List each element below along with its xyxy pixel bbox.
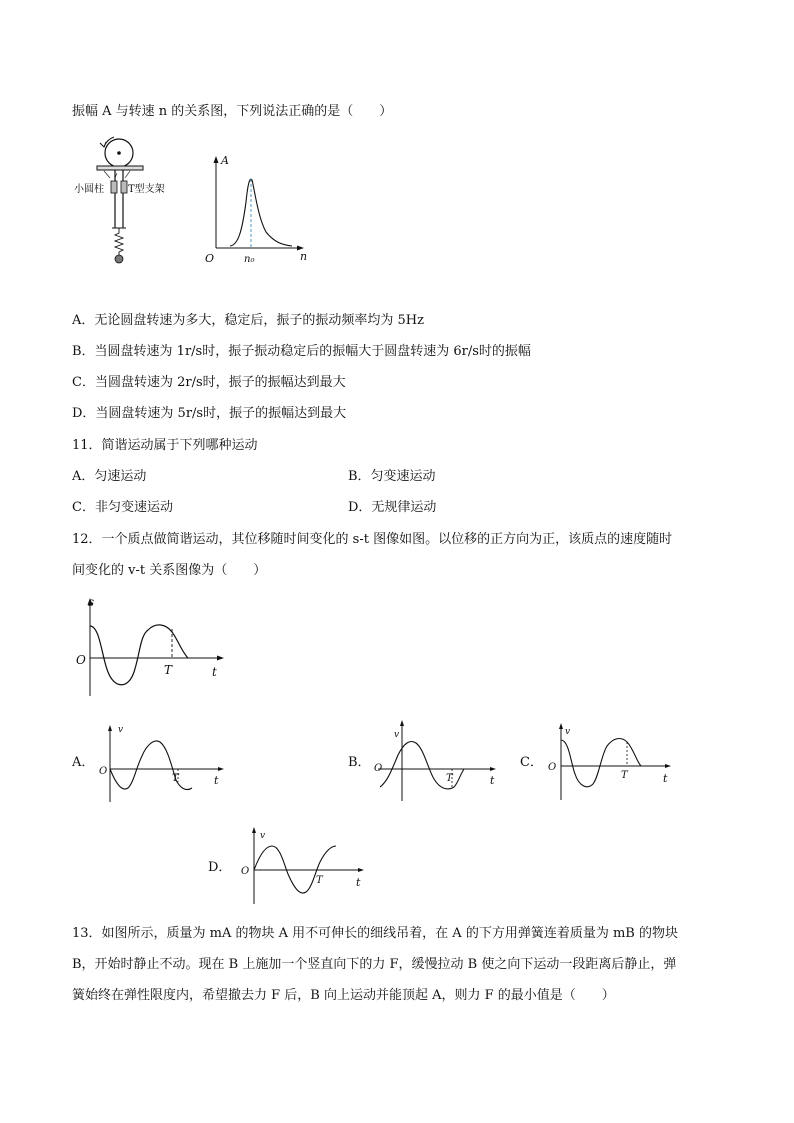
q11-option-a: A．匀速运动 (72, 469, 147, 484)
axis-label-v: v (118, 725, 124, 735)
period-label-T: T (172, 773, 179, 784)
q12-choice-c-graph (545, 720, 677, 802)
q12-choice-d-letter: D． (208, 860, 232, 875)
q12-stem-line1: 12．一个质点做简谐运动，其位移随时间变化的 s-t 图像如图。以位移的正方向为正，该质点的速度随时 (72, 532, 673, 547)
axis-label-t: t (490, 774, 495, 787)
axis-label-n: n (300, 250, 308, 263)
period-label-T: T (316, 875, 323, 886)
q10-option-d: D．当圆盘转速为 5r/s时，振子的振幅达到最大 (72, 406, 347, 421)
origin-label: O (76, 653, 86, 667)
axis-label-t: t (212, 665, 217, 679)
q13-line3: 簧始终在弹性限度内，希望撤去力 F 后，B 向上运动并能顶起 A，则力 F 的最小值是（ ） (72, 988, 615, 1003)
q10-option-c: C．当圆盘转速为 2r/s时，振子的振幅达到最大 (72, 375, 346, 390)
axis-label-v: v (565, 727, 571, 737)
q10-option-a: A．无论圆盘转速为多大，稳定后，振子的振动频率均为 5Hz (72, 313, 424, 328)
q12-s-t-graph (74, 592, 234, 704)
q13-line1: 13．如图所示，质量为 mA 的物块 A 用不可伸长的细线吊着，在 A 的下方用弹簧连着质量为 mB 的物块 (72, 926, 678, 941)
axis-label-A: A (221, 154, 229, 167)
axis-label-v: v (394, 730, 400, 740)
q10-apparatus-figure (74, 133, 192, 268)
label-t-frame: T型支架 (128, 184, 165, 195)
axis-label-v: v (260, 831, 266, 841)
q10-stem: 振幅 A 与转速 n 的关系图，下列说法正确的是（ ） (72, 104, 393, 119)
q12-choice-b-letter: B． (348, 755, 371, 770)
resonance-curve (230, 179, 292, 246)
period-label-T: T (621, 770, 628, 781)
origin-label: O (205, 252, 215, 265)
rotating-disc-icon (100, 137, 133, 167)
axis-label-t: t (214, 774, 219, 787)
q10-option-b: B．当圆盘转速为 1r/s时，振子振动稳定后的振幅大于圆盘转速为 6r/s时的振幅 (72, 344, 531, 359)
q11-option-b: B．匀变速运动 (348, 469, 436, 484)
axis-label-t: t (663, 772, 668, 785)
origin-label: O (548, 762, 557, 773)
origin-label: O (99, 766, 108, 777)
origin-label: O (241, 866, 250, 877)
spring-icon (115, 228, 123, 255)
q13-line2: B，开始时静止不动。现在 B 上施加一个竖直向下的力 F，缓慢拉动 B 使之向下运动一段距离后静止，弹 (72, 957, 677, 972)
v-t-curve (561, 739, 641, 787)
oscillator-ball-icon (115, 255, 123, 263)
axis-label-t: t (356, 876, 361, 889)
q11-option-d: D．无规律运动 (348, 500, 437, 515)
peak-label-n0: n₀ (244, 254, 255, 265)
s-t-curve (90, 625, 188, 685)
q12-choice-b-graph (374, 717, 504, 803)
period-label-T: T (446, 773, 453, 784)
origin-label: O (374, 763, 383, 774)
q11-option-c: C．非匀变速运动 (72, 500, 173, 515)
q12-choice-c-letter: C． (520, 755, 543, 770)
q12-choice-a-graph (96, 722, 231, 804)
q12-choice-d-graph (238, 824, 370, 906)
axis-label-s: s (88, 595, 95, 609)
period-label-T: T (164, 663, 173, 677)
q11-stem: 11．简谐运动属于下列哪种运动 (72, 438, 258, 453)
label-small-cylinder: 小圆柱 (74, 184, 104, 195)
q12-stem-line2: 间变化的 v-t 关系图像为（ ） (72, 563, 267, 578)
v-t-curve (110, 741, 192, 790)
q10-resonance-graph (200, 152, 315, 267)
q12-choice-a-letter: A． (72, 755, 95, 770)
